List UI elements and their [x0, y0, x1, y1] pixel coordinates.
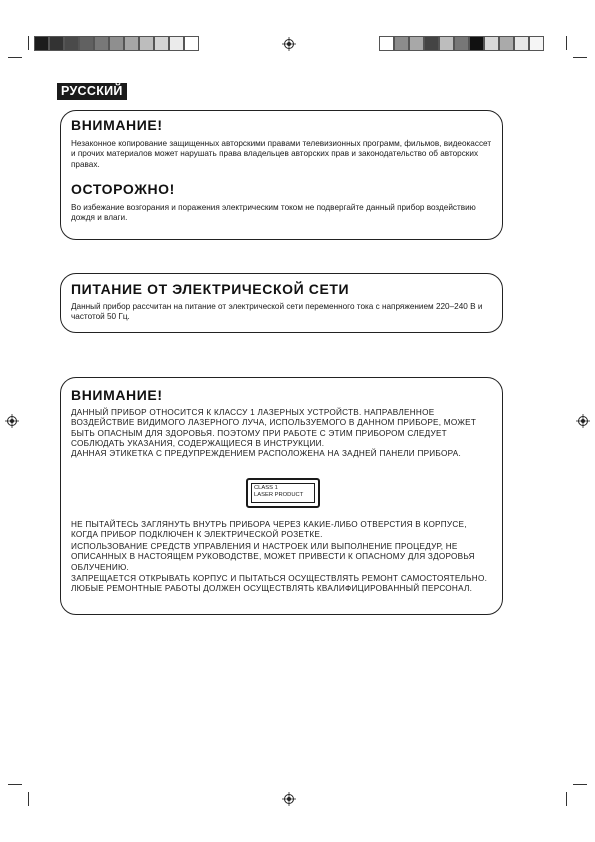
crop-mark	[573, 57, 587, 58]
color-swatch	[409, 36, 424, 51]
color-swatch	[499, 36, 514, 51]
crosshair-circle-icon	[282, 37, 296, 51]
crop-mark	[28, 36, 29, 50]
color-swatch	[379, 36, 394, 51]
crosshair-circle-icon	[576, 414, 590, 428]
section-title: ПИТАНИЕ ОТ ЭЛЕКТРИЧЕСКОЙ СЕТИ	[71, 281, 350, 297]
warning-box-copyright	[60, 110, 503, 240]
crop-mark	[8, 784, 22, 785]
section-text: ИСПОЛЬЗОВАНИЕ СРЕДСТВ УПРАВЛЕНИЯ И НАСТРОЕК ИЛИ ВЫПОЛНЕНИЕ ПРОЦЕДУР, НЕ ОПИСАННЫХ В НАСТОЯЩЕМ РУКОВОДСТВЕ, МОЖЕТ ПРИВЕСТИ К ОПАСНОМУ ДЛЯ ЗДОРОВЬЯ ОБЛУЧЕНИЮ.	[71, 542, 475, 572]
color-swatch	[154, 36, 169, 51]
crop-mark	[566, 792, 567, 806]
color-swatch	[184, 36, 199, 51]
crosshair-circle-icon	[5, 414, 19, 428]
section-text: Во избежание возгорания и поражения электрическим током не подвергайте данный прибор воздействию дождя и влаги.	[71, 203, 476, 223]
section-text: ЗАПРЕЩАЕТСЯ ОТКРЫВАТЬ КОРПУС И ПЫТАТЬСЯ ОСУЩЕСТВЛЯТЬ РЕМОНТ САМОСТОЯТЕЛЬНО. ЛЮБЫЕ РЕМОНТНЫЕ РАБОТЫ ДОЛЖЕН ОСУЩЕСТВЛЯТЬ КВАЛИФИЦИРОВАННЫЙ ПЕРСОНАЛ.	[71, 574, 488, 594]
color-swatch	[109, 36, 124, 51]
section-text: ДАННАЯ ЭТИКЕТКА С ПРЕДУПРЕЖДЕНИЕМ РАСПОЛОЖЕНА НА ЗАДНЕЙ ПАНЕЛИ ПРИБОРА.	[71, 449, 461, 458]
crop-mark	[28, 792, 29, 806]
color-swatch	[64, 36, 79, 51]
power-supply-box	[60, 273, 503, 333]
section-title: ВНИМАНИЕ!	[71, 117, 163, 133]
crosshair-circle-icon	[282, 792, 296, 806]
color-swatch	[34, 36, 49, 51]
label-line: LASER PRODUCT	[254, 492, 304, 498]
color-swatch	[439, 36, 454, 51]
color-swatch	[529, 36, 544, 51]
color-swatch	[169, 36, 184, 51]
section-text: НЕ ПЫТАЙТЕСЬ ЗАГЛЯНУТЬ ВНУТРЬ ПРИБОРА ЧЕРЕЗ КАКИЕ-ЛИБО ОТВЕРСТИЯ В КОРПУСЕ, КОГДА ПРИБОР ПОДКЛЮЧЕН К ЭЛЕКТРИЧЕСКОЙ РОЗЕТКЕ.	[71, 520, 467, 540]
label-line: CLASS 1	[254, 485, 278, 491]
color-swatch	[49, 36, 64, 51]
language-tab: РУССКИЙ	[57, 83, 127, 100]
crop-mark	[573, 784, 587, 785]
section-text: Данный прибор рассчитан на питание от электрической сети переменного тока с напряжением 220–240 В и частотой 50 Гц.	[71, 302, 483, 322]
laser-class-label	[246, 478, 320, 508]
laser-class-label-inner	[251, 483, 315, 503]
section-text: ДАННЫЙ ПРИБОР ОТНОСИТСЯ К КЛАССУ 1 ЛАЗЕРНЫХ УСТРОЙСТВ. НАПРАВЛЕННОЕ ВОЗДЕЙСТВИЕ ВИДИМОГО ЛАЗЕРНОГО ЛУЧА, ИСПОЛЬЗУЕМОГО В ДАННОМ ПРИБОРЕ, МОЖЕТ БЫТЬ ОПАСНЫМ ДЛЯ ЗДОРОВЬЯ. ПОЭТОМУ ПРИ РАБОТЕ С ЭТИМ ПРИБОРОМ СЛЕДУЕТ СОБЛЮДАТЬ УКАЗАНИЯ, СОДЕРЖАЩИЕСЯ В ИНСТРУКЦИИ.	[71, 408, 477, 449]
section-text: Незаконное копирование защищенных авторскими правами телевизионных программ, фильмов, видеокассет и прочих материалов может нарушать права владельцев авторских прав и законодательство об авторских правах.	[71, 139, 492, 169]
section-title: ВНИМАНИЕ!	[71, 387, 163, 403]
color-swatch	[469, 36, 484, 51]
crop-mark	[566, 36, 567, 50]
color-swatch	[454, 36, 469, 51]
color-swatch	[124, 36, 139, 51]
color-swatch	[79, 36, 94, 51]
color-swatch	[514, 36, 529, 51]
color-swatch	[94, 36, 109, 51]
color-swatch	[484, 36, 499, 51]
color-swatch	[394, 36, 409, 51]
color-swatch	[139, 36, 154, 51]
color-swatch	[424, 36, 439, 51]
color-bar-right	[379, 36, 544, 51]
crop-mark	[8, 57, 22, 58]
color-bar-left	[34, 36, 199, 51]
section-title: ОСТОРОЖНО!	[71, 181, 175, 197]
